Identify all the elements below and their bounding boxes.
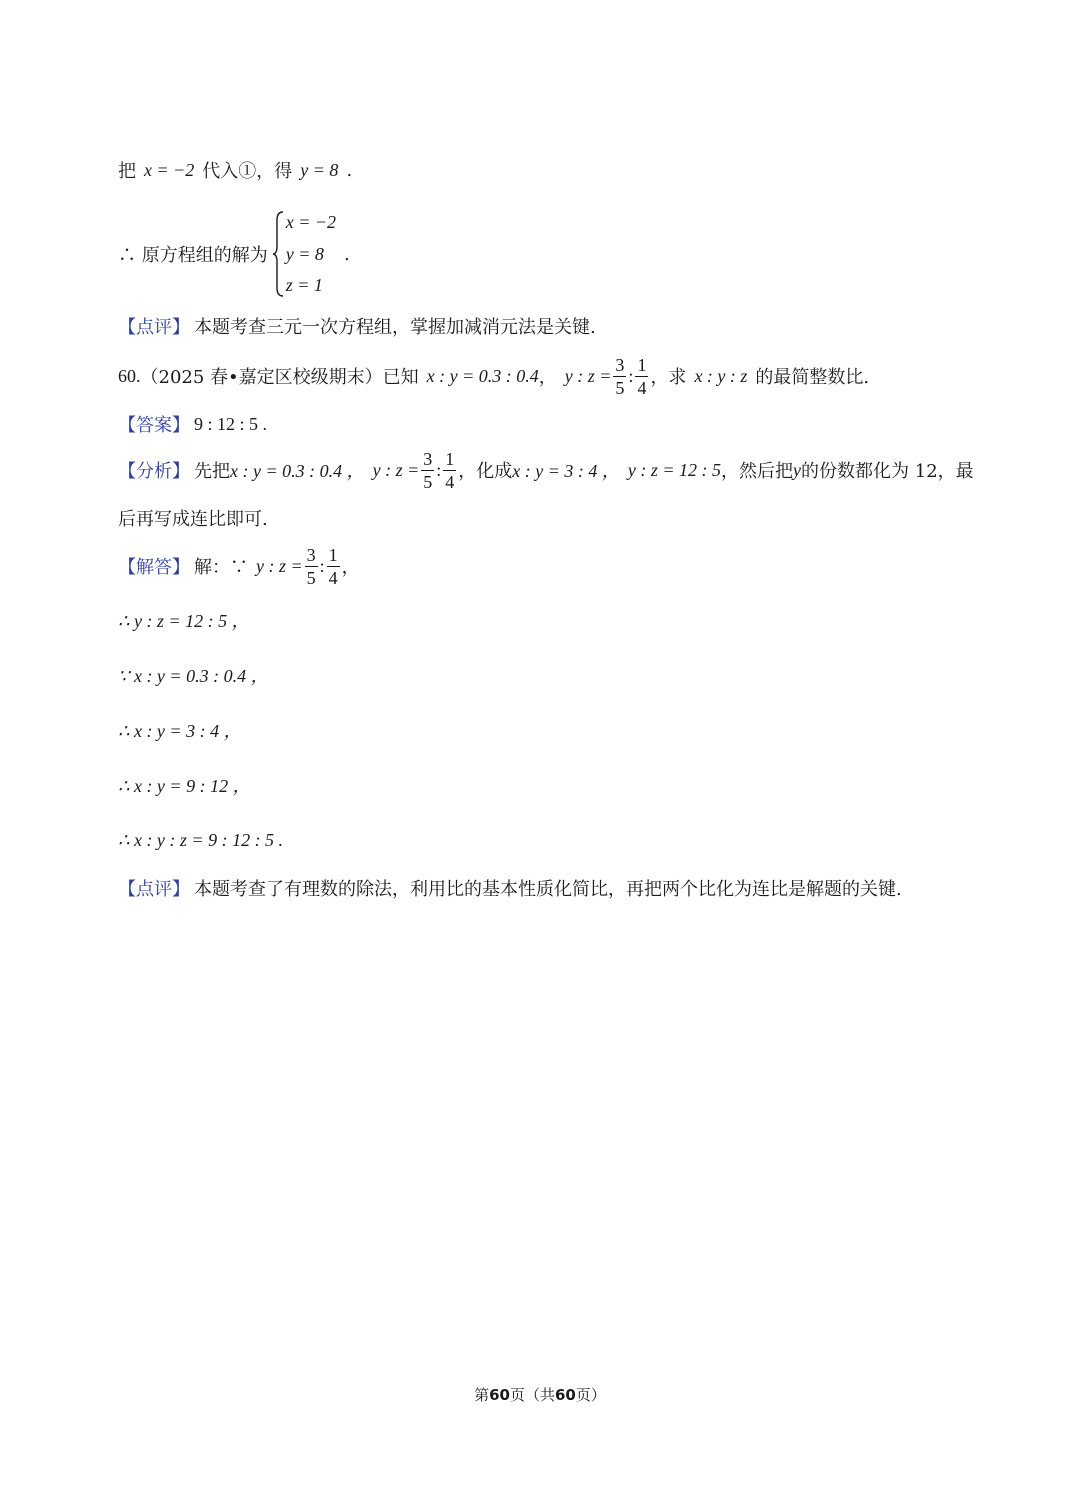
solution-step — [118, 820, 283, 860]
footer-text: 第 — [474, 1386, 490, 1404]
denominator: 5 — [306, 567, 316, 588]
text-segment: 代入①，得 — [202, 161, 293, 182]
review-tag: 【点评】 — [118, 879, 190, 900]
review-tag: 【点评】 — [118, 317, 190, 338]
numerator: 1 — [328, 544, 338, 565]
comma: ， — [341, 557, 360, 578]
fraction-3-5 — [613, 356, 626, 397]
text-segment: 把 — [118, 161, 136, 182]
page-footer — [0, 1384, 1080, 1405]
fraction-3-5 — [305, 546, 318, 587]
fraction-1-4 — [443, 450, 456, 491]
solution-system-line — [118, 206, 350, 302]
footer-text: 页（共 — [509, 1386, 555, 1404]
substitution-line — [118, 150, 352, 190]
footer-text: 页） — [575, 1386, 606, 1404]
ratio-yz-lhs: y : z = — [372, 459, 420, 480]
colon: : — [628, 365, 634, 386]
comma: ， — [538, 367, 557, 388]
fraction-1-4 — [327, 546, 340, 587]
system-rows — [286, 212, 336, 296]
numerator: 1 — [637, 354, 647, 375]
analysis-line-1 — [118, 448, 974, 492]
solution-line-1 — [118, 544, 360, 588]
ratio-yz-lhs: y : z = — [256, 555, 303, 576]
fraction-3-5 — [421, 450, 434, 491]
page-total: 60 — [555, 1386, 576, 1404]
numerator: 3 — [615, 354, 625, 375]
solution-step — [118, 655, 269, 695]
step-text: ∴ y : z = 12 : 5 ， — [118, 611, 250, 631]
solution-tag: 【解答】 — [118, 557, 190, 578]
solution-step — [118, 765, 251, 805]
system-prefix: ∴ 原方程组的解为 — [118, 245, 268, 266]
page-number: 60 — [489, 1386, 510, 1404]
period: . — [346, 159, 353, 181]
review-line-1 — [118, 306, 596, 346]
ratio-xy-simplified: x : y = 3 : 4 ， — [512, 461, 620, 481]
text-segment: 后再写成连比即可. — [118, 509, 268, 530]
text-segment: 的份数都化为 12，最 — [801, 461, 974, 482]
step-text: ∴ x : y = 3 : 4 ， — [118, 721, 242, 741]
left-brace — [272, 210, 284, 298]
text-segment: 解：∵ — [194, 557, 248, 578]
ratio-xy: x : y = 0.3 : 0.4 — [426, 365, 539, 386]
equation-x: x = −2 — [144, 159, 195, 180]
numerator: 3 — [423, 448, 433, 469]
question-60 — [118, 354, 869, 398]
review-text: 本题考查三元一次方程组，掌握加减消元法是关键. — [194, 317, 596, 338]
denominator: 4 — [445, 471, 455, 492]
colon: : — [436, 459, 442, 480]
fraction-1-4 — [635, 356, 648, 397]
text-segment: ，化成 — [458, 461, 513, 482]
review-text: 本题考查了有理数的除法，利用比的基本性质化简比，再把两个比化为连比是解题的关键. — [194, 879, 902, 900]
text-segment: ，求 — [650, 367, 687, 388]
solution-step — [118, 600, 250, 640]
system-row-y: y = 8 — [285, 243, 324, 264]
step-text: ∴ x : y : z = 9 : 12 : 5 . — [118, 829, 284, 850]
brace-icon — [272, 210, 284, 298]
system-row-z: z = 1 — [285, 275, 323, 295]
answer-line — [118, 404, 267, 444]
numerator: 3 — [306, 544, 316, 565]
ratio-xyz: x : y : z — [694, 365, 748, 386]
text-segment: 的最简整数比. — [755, 367, 870, 388]
review-line-2 — [118, 868, 902, 908]
numerator: 1 — [445, 448, 455, 469]
analysis-line-2 — [118, 498, 268, 538]
ratio-yz-lhs: y : z = — [564, 365, 612, 386]
answer-text: 9 : 12 : 5 . — [194, 413, 268, 434]
analysis-tag: 【分析】 — [118, 461, 190, 482]
question-source: （2025 春•嘉定区校级期末）已知 — [140, 367, 419, 388]
step-text: ∴ x : y = 9 : 12 ， — [118, 776, 251, 796]
variable-y: y — [793, 459, 802, 480]
denominator: 5 — [423, 471, 433, 492]
ratio-yz-simplified: y : z = 12 : 5 — [627, 459, 722, 480]
period: . — [344, 243, 350, 265]
ratio-xy: x : y = 0.3 : 0.4 ， — [230, 461, 365, 481]
denominator: 4 — [637, 377, 647, 398]
denominator: 5 — [615, 377, 625, 398]
step-text: ∵ x : y = 0.3 : 0.4 ， — [118, 666, 269, 686]
solution-step — [118, 710, 242, 750]
answer-tag: 【答案】 — [118, 415, 190, 436]
question-number: 60. — [118, 365, 141, 386]
text-segment: 先把 — [194, 461, 230, 482]
colon: : — [319, 555, 325, 576]
denominator: 4 — [328, 567, 338, 588]
equation-y: y = 8 — [300, 159, 339, 180]
system-row-x: x = −2 — [285, 212, 337, 232]
text-segment: ，然后把 — [721, 461, 794, 482]
